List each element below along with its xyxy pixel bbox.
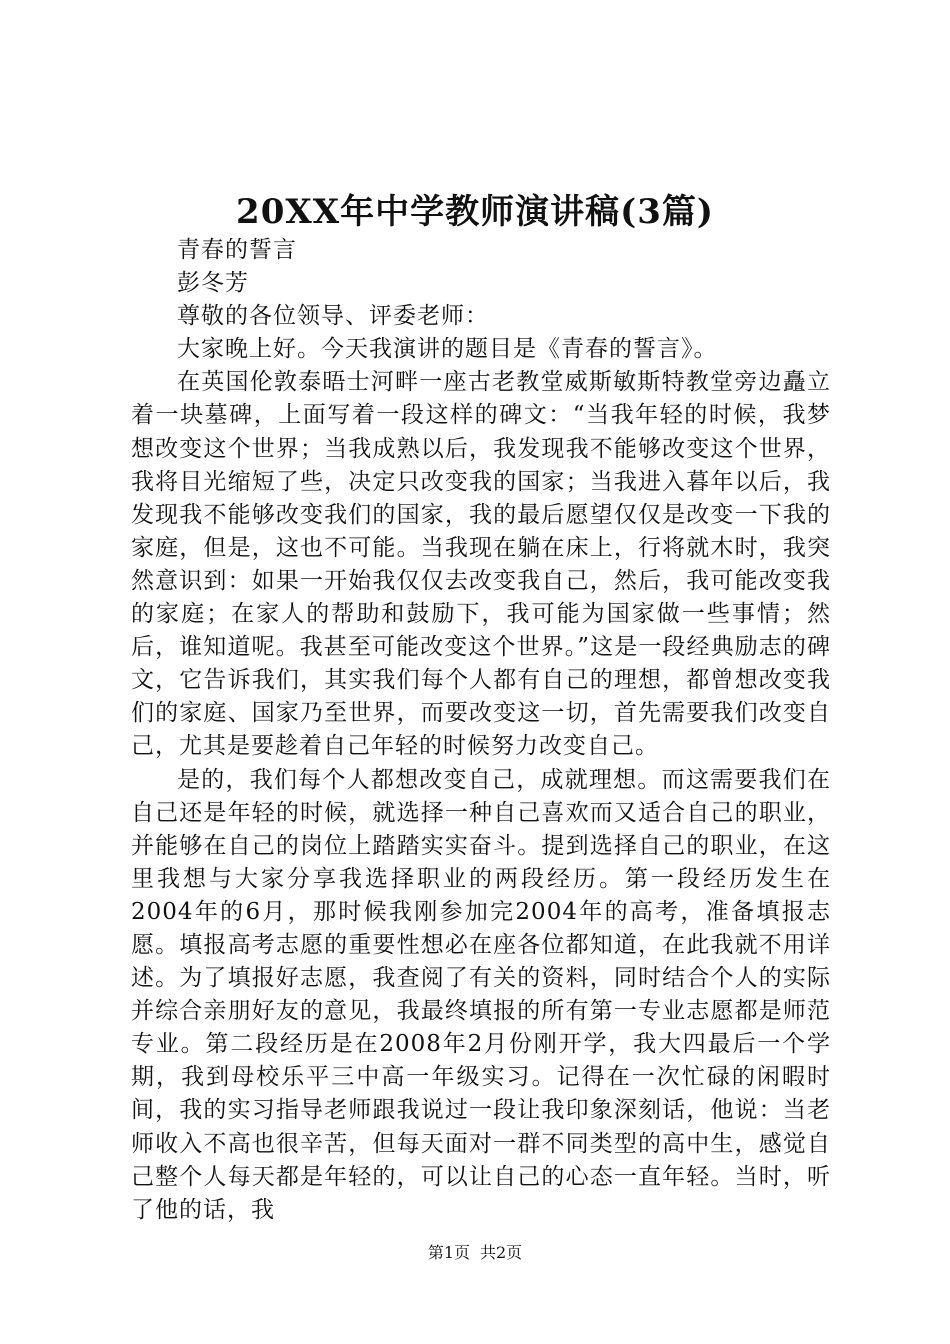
document-title: 20XX年中学教师演讲稿(3篇)	[236, 192, 714, 232]
body-paragraph: 在英国伦敦泰晤士河畔一座古老教堂威斯敏斯特教堂旁边矗立着一块墓碑，上面写着一段这样的碑文：“当我年轻的时候，我梦想改变这个世界；当我成熟以后，我发现我不能够改变这个世界，我将目光缩短了些，决定只改变我的国家；当我进入暮年以后，我发现我不能够改变我们的国家，我的最后愿望仅仅是改变一下我的家庭，但是，这也不可能。当我现在躺在床上，行将就木时，我突然意识到：如果一开始我仅仅去改变我自己，然后，我可能改变我的家庭；在家人的帮助和鼓励下，我可能为国家做一些事情；然后，谁知道呢。我甚至可能改变这个世界。”这是一段经典励志的碑文，它告诉我们，其实我们每个人都有自己的理想，都曾想改变我们的家庭、国家乃至世界，而要改变这一切，首先需要我们改变自己，尤其是要趁着自己年轻的时候努力改变自己。	[131, 369, 831, 760]
speech-title-paragraph: 青春的誓言	[177, 237, 297, 263]
greeting-paragraph: 大家晚上好。今天我演讲的题目是《青春的誓言》。	[177, 336, 718, 363]
page-total: 共2页	[480, 1243, 523, 1262]
page-number: 第1页	[427, 1243, 470, 1262]
salutation-paragraph: 尊敬的各位领导、评委老师：	[177, 303, 489, 330]
document-body	[131, 234, 831, 1227]
author-paragraph: 彭冬芳	[177, 270, 249, 297]
page-footer	[0, 1242, 950, 1264]
body-paragraph: 是的，我们每个人都想改变自己，成就理想。而这需要我们在自己还是年轻的时候，就选择一种自己喜欢而又适合自己的职业，并能够在自己的岗位上踏踏实实奋斗。提到选择自己的职业，在这里我想与大家分享我选择职业的两段经历。第一段经历发生在2004年的6月，那时候我刚参加完2004年的高考，准备填报志愿。填报高考志愿的重要性想必在座各位都知道，在此我就不用详述。为了填报好志愿，我查阅了有关的资料，同时结合个人的实际并综合亲朋好友的意见，我最终填报的所有第一专业志愿都是师范专业。第二段经历是在2008年2月份刚开学，我大四最后一个学期，我到母校乐平三中高一年级实习。记得在一次忙碌的闲暇时间，我的实习指导老师跟我说过一段让我印象深刻话，他说：当老师收入不高也很辛苦，但每天面对一群不同类型的高中生，感觉自己整个人每天都是年轻的，可以让自己的心态一直年轻。当时，听了他的话，我	[131, 766, 831, 1223]
